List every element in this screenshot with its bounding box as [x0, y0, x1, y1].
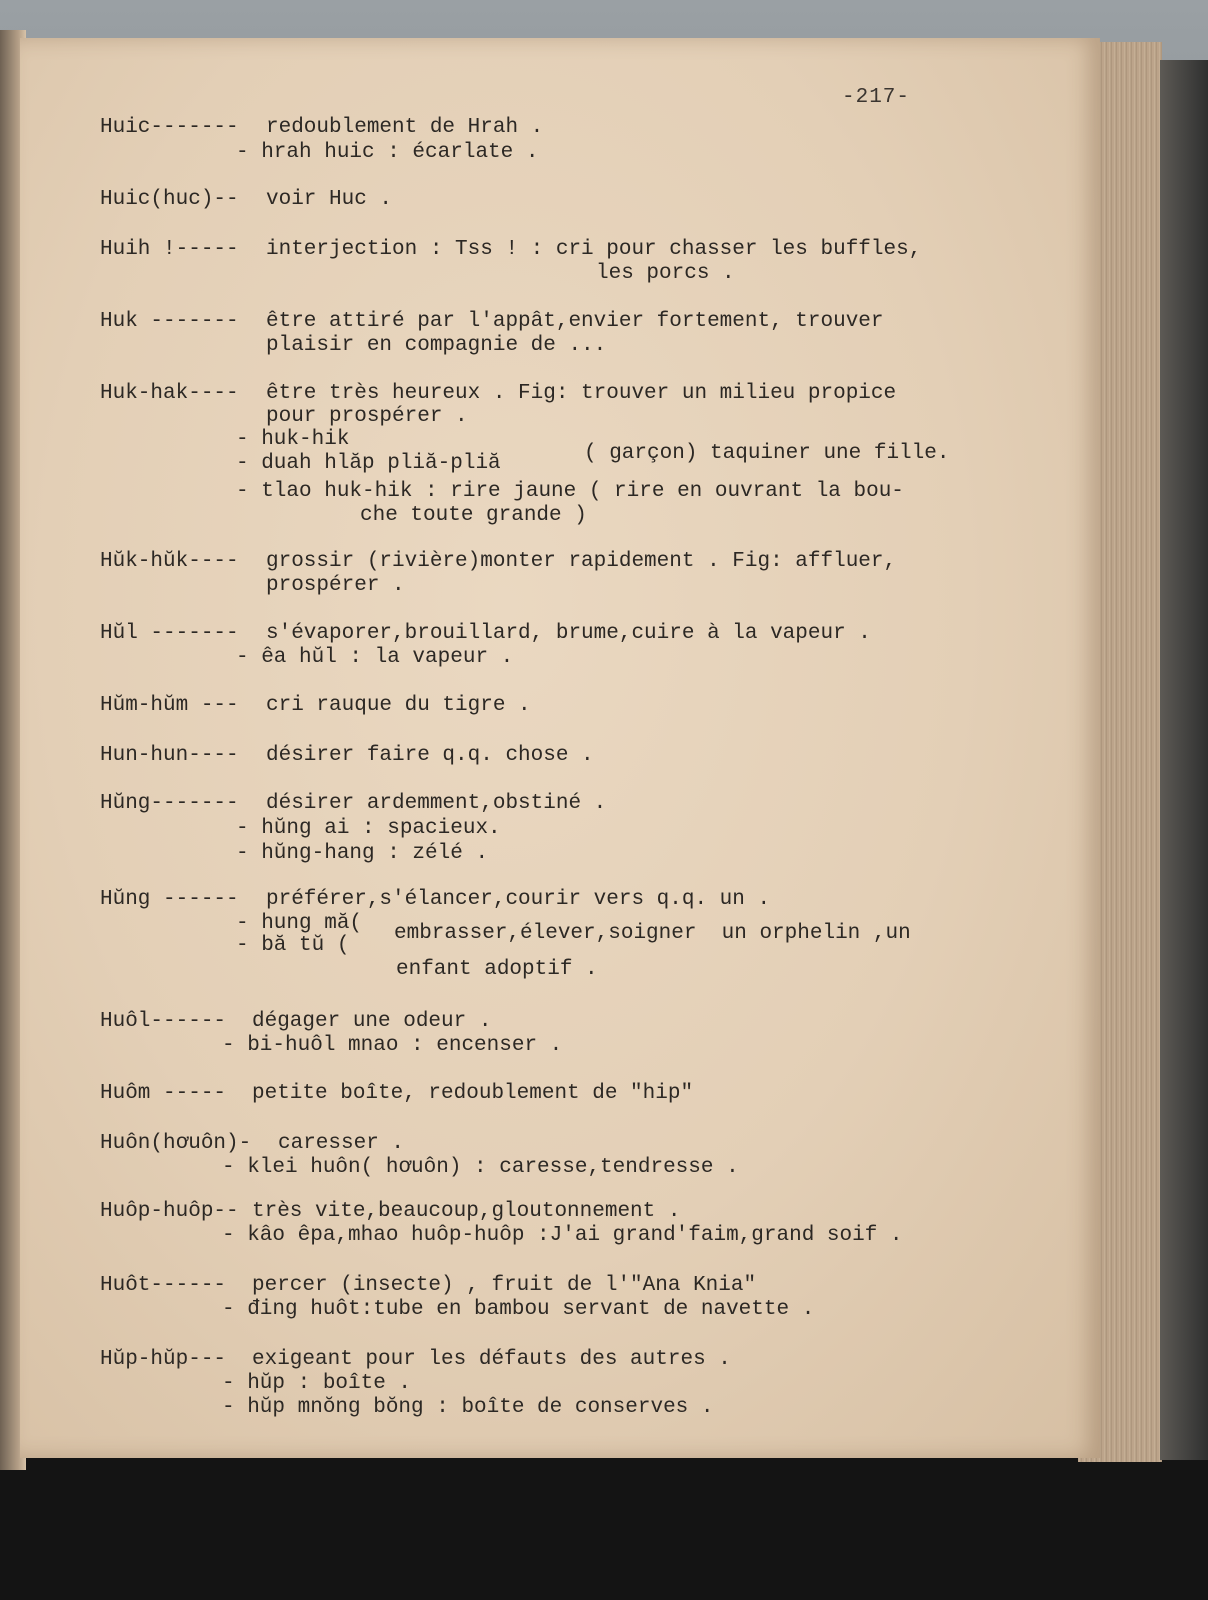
headword: Huk-hak---- — [100, 382, 239, 405]
definition: s'évaporer,brouillard, brume,cuire à la vapeur . — [266, 622, 871, 645]
sub-definition: - êa hŭl : la vapeur . — [236, 646, 514, 669]
headword: Huih !----- — [100, 238, 239, 261]
definition: désirer ardemment,obstiné . — [266, 792, 607, 815]
sub-definition: - bi-huôl mnao : encenser . — [222, 1034, 563, 1057]
sub-definition: - klei huôn( hơuôn) : caresse,tendresse . — [222, 1156, 739, 1179]
typed-page — [20, 38, 1100, 1458]
sub-definition: - bă tŭ ( — [236, 934, 350, 957]
definition: très vite,beaucoup,gloutonnement . — [252, 1200, 681, 1223]
definition: préférer,s'élancer,courir vers q.q. un . — [266, 888, 771, 911]
headword: Hŭk-hŭk---- — [100, 550, 239, 573]
definition: grossir (rivière)monter rapidement . Fig: affluer, — [266, 550, 897, 573]
definition-continued: enfant adoptif . — [396, 958, 598, 981]
definition: voir Huc . — [266, 188, 393, 211]
headword: Huôl------ — [100, 1010, 227, 1033]
definition-continued: prospérer . — [266, 574, 405, 597]
sub-definition: - kâo êpa,mhao huôp-huôp :J'ai grand'faim,grand soif . — [222, 1224, 903, 1247]
headword: Huôt------ — [100, 1274, 227, 1297]
sub-definition: - hŭp : boîte . — [222, 1372, 412, 1395]
definition-continued: plaisir en compagnie de ... — [266, 334, 607, 357]
sub-definition: - huk-hik — [236, 428, 350, 451]
definition: exigeant pour les défauts des autres . — [252, 1348, 731, 1371]
headword: Hŭng------- — [100, 792, 239, 815]
definition: être très heureux . Fig: trouver un milieu propice — [266, 382, 897, 405]
definition: petite boîte, redoublement de "hip" — [252, 1082, 694, 1105]
book-shadow — [0, 1440, 1208, 1600]
definition: redoublement de Hrah . — [266, 116, 544, 139]
headword: Hŭl ------- — [100, 622, 239, 645]
sub-definition: - hung mă( — [236, 912, 363, 935]
definition-continued: che toute grande ) — [360, 504, 587, 527]
definition-continued: pour prospérer . — [266, 405, 468, 428]
sub-definition: - duah hlăp pliă-pliă — [236, 452, 501, 475]
book-cover-edge — [1160, 60, 1208, 1460]
headword: Hŭng ------ — [100, 888, 239, 911]
definition: percer (insecte) , fruit de l'"Ana Knia" — [252, 1274, 757, 1297]
definition: être attiré par l'appât,envier fortement, trouver — [266, 310, 884, 333]
headword: Huôn(hơuôn)- — [100, 1132, 252, 1155]
sub-definition-gloss: ( garçon) taquiner une fille. — [584, 442, 950, 465]
definition: interjection : Tss ! : cri pour chasser les buffles, — [266, 238, 922, 261]
definition-continued: les porcs . — [596, 262, 735, 285]
sub-definition: - hŭng-hang : zélé . — [236, 842, 489, 865]
headword: Huôm ----- — [100, 1082, 227, 1105]
headword: Huk ------- — [100, 310, 239, 333]
headword: Hŭp-hŭp--- — [100, 1348, 227, 1371]
definition: caresser . — [278, 1132, 405, 1155]
headword: Hun-hun---- — [100, 744, 239, 767]
page-number: -217- — [842, 86, 911, 109]
sub-definition-gloss: embrasser,élever,soigner un orphelin ,un — [394, 922, 911, 945]
sub-definition: - hŭng ai : spacieux. — [236, 817, 501, 840]
headword: Hŭm-hŭm --- — [100, 694, 239, 717]
sub-definition: - tlao huk-hik : rire jaune ( rire en ouvrant la bou- — [236, 480, 904, 503]
definition: désirer faire q.q. chose . — [266, 744, 594, 767]
sub-definition: - hrah huic : écarlate . — [236, 141, 539, 164]
headword: Huic(huc)-- — [100, 188, 239, 211]
headword: Huôp-huôp-- — [100, 1200, 239, 1223]
definition: cri rauque du tigre . — [266, 694, 531, 717]
sub-definition: - đing huôt:tube en bambou servant de navette . — [222, 1298, 815, 1321]
sub-definition: - hŭp mnŏng bŏng : boîte de conserves . — [222, 1396, 714, 1419]
definition: dégager une odeur . — [252, 1010, 492, 1033]
headword: Huic------- — [100, 116, 239, 139]
